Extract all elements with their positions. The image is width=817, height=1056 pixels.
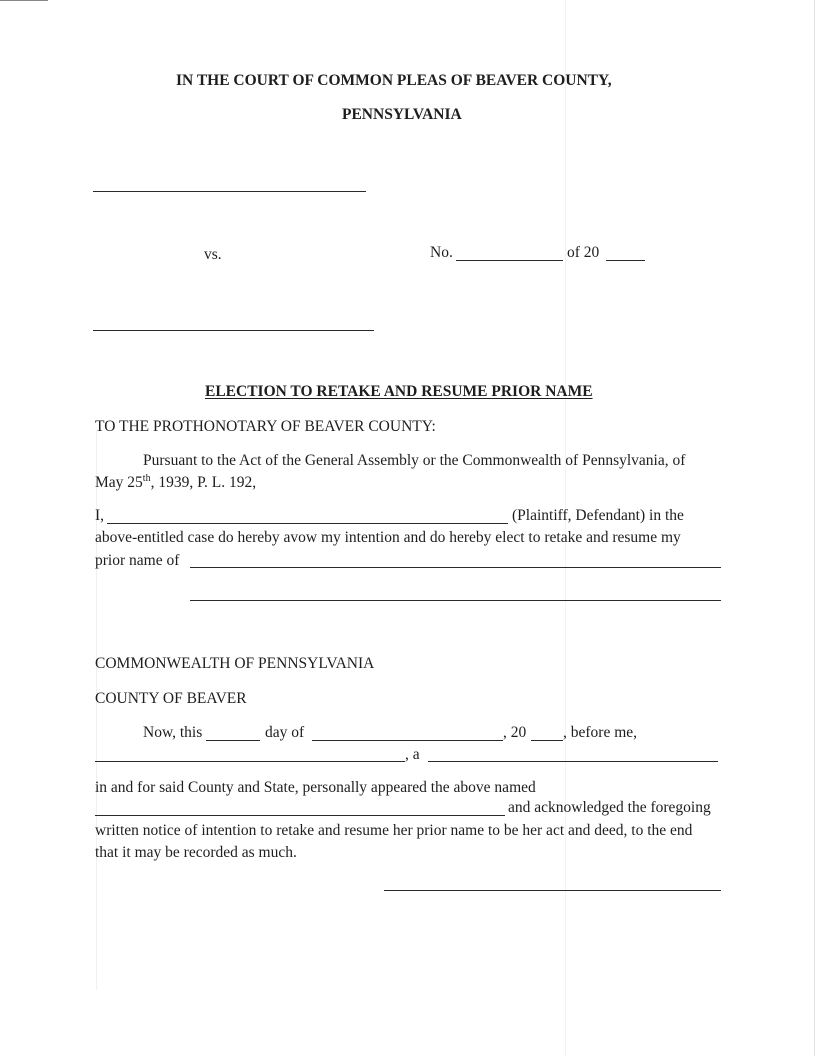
scan-artifact-right <box>814 0 815 1056</box>
case-year-line[interactable] <box>606 260 645 261</box>
appearing-party-line[interactable] <box>95 815 505 816</box>
scan-artifact-top <box>0 0 48 1</box>
election-line-2: above-entitled case do hereby avow my intention and do hereby elect to retake and resume my <box>95 529 681 546</box>
year-line[interactable] <box>531 740 563 741</box>
scan-artifact-fold <box>565 0 566 1056</box>
prior-name-line-2[interactable] <box>190 600 721 601</box>
year-prefix-label: , 20 <box>503 724 527 741</box>
recorded-line: that it may be recorded as much. <box>95 844 297 861</box>
intro-line-2 <box>95 474 256 492</box>
intro-date-suffix: , 1939, P. L. 192, <box>150 474 257 491</box>
officer-title-line[interactable] <box>428 761 718 762</box>
state-heading: PENNSYLVANIA <box>342 106 462 123</box>
intro-line-1: Pursuant to the Act of the General Assembly or the Commonwealth of Pennsylvania, of <box>143 452 686 469</box>
signature-line[interactable] <box>384 890 721 891</box>
court-heading: IN THE COURT OF COMMON PLEAS OF BEAVER COUNTY, <box>176 72 612 89</box>
acknowledged-label: and acknowledged the foregoing <box>508 799 711 816</box>
vs-label: vs. <box>204 246 222 263</box>
prior-name-label: prior name of <box>95 552 180 569</box>
officer-name-line[interactable] <box>95 761 405 762</box>
case-number-label: No. <box>430 244 453 261</box>
day-line[interactable] <box>206 740 260 741</box>
day-of-label: day of <box>265 724 305 741</box>
prior-name-line-1[interactable] <box>190 567 721 568</box>
role-text: (Plaintiff, Defendant) in the <box>512 507 684 524</box>
notice-line: written notice of intention to retake and resume her prior name to be her act and deed, to the end <box>95 822 693 839</box>
plaintiff-name-line[interactable] <box>93 191 366 192</box>
declarant-name-line[interactable] <box>107 523 508 524</box>
i-label: I, <box>95 507 105 524</box>
intro-date-prefix: May 25 <box>95 474 143 491</box>
commonwealth-label: COMMONWEALTH OF PENNSYLVANIA <box>95 655 375 672</box>
case-number-line[interactable] <box>456 260 563 261</box>
intro-date-sup: th <box>142 473 151 484</box>
county-label: COUNTY OF BEAVER <box>95 690 247 707</box>
appeared-line: in and for said County and State, personally appeared the above named <box>95 779 536 796</box>
before-me-label: , before me, <box>563 724 638 741</box>
month-line[interactable] <box>312 740 503 741</box>
addressee-line: TO THE PROTHONOTARY OF BEAVER COUNTY: <box>95 418 436 435</box>
form-title: ELECTION TO RETAKE AND RESUME PRIOR NAME <box>205 383 593 400</box>
defendant-name-line[interactable] <box>93 330 374 331</box>
now-this-label: Now, this <box>143 724 203 741</box>
case-year-label: of 20 <box>567 244 600 261</box>
comma-a-label: , a <box>405 746 420 763</box>
